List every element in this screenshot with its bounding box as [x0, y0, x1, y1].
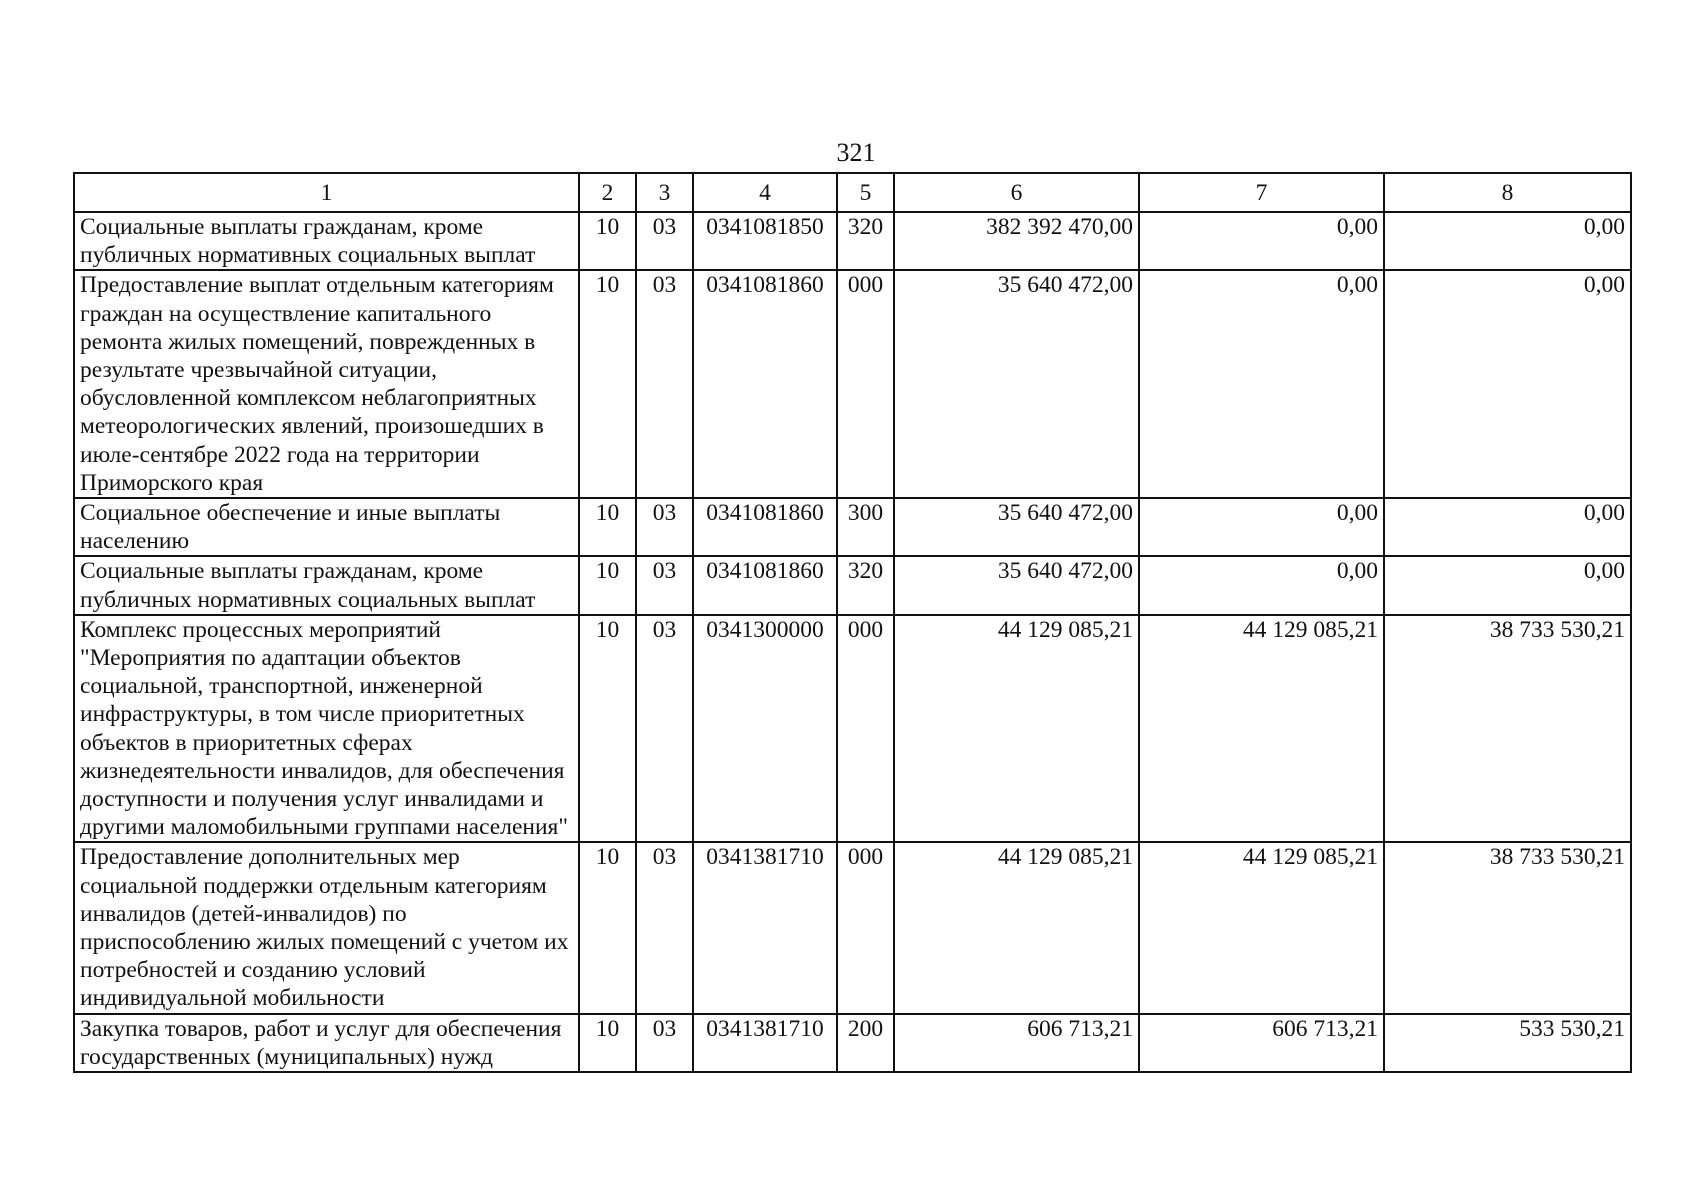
row-name: Социальные выплаты гражданам, кроме публичных нормативных социальных выплат — [74, 212, 579, 270]
row-name: Социальное обеспечение и иные выплаты населению — [74, 498, 579, 556]
column-header: 4 — [693, 173, 837, 212]
amount-col6: 44 129 085,21 — [894, 615, 1139, 843]
section-code: 10 — [579, 615, 636, 843]
subsection-code: 03 — [636, 498, 693, 556]
row-name: Закупка товаров, работ и услуг для обеспечения государственных (муниципальных) нужд — [74, 1014, 579, 1072]
table-row — [74, 212, 1631, 270]
target-article-code: 0341300000 — [693, 615, 837, 843]
expense-type-code: 000 — [837, 270, 894, 498]
column-header: 6 — [894, 173, 1139, 212]
table-row — [74, 1014, 1631, 1072]
amount-col8: 533 530,21 — [1384, 1014, 1631, 1072]
amount-col8: 0,00 — [1384, 556, 1631, 614]
amount-col8: 0,00 — [1384, 498, 1631, 556]
amount-col7: 0,00 — [1139, 212, 1384, 270]
amount-col8: 38 733 530,21 — [1384, 842, 1631, 1013]
section-code: 10 — [579, 842, 636, 1013]
table-row — [74, 498, 1631, 556]
expense-type-code: 000 — [837, 842, 894, 1013]
subsection-code: 03 — [636, 1014, 693, 1072]
amount-col7: 606 713,21 — [1139, 1014, 1384, 1072]
amount-col7: 0,00 — [1139, 556, 1384, 614]
subsection-code: 03 — [636, 212, 693, 270]
subsection-code: 03 — [636, 615, 693, 843]
target-article-code: 0341081860 — [693, 498, 837, 556]
expense-type-code: 320 — [837, 556, 894, 614]
row-name: Социальные выплаты гражданам, кроме публичных нормативных социальных выплат — [74, 556, 579, 614]
amount-col8: 0,00 — [1384, 270, 1631, 498]
amount-col8: 0,00 — [1384, 212, 1631, 270]
section-code: 10 — [579, 212, 636, 270]
expense-type-code: 300 — [837, 498, 894, 556]
section-code: 10 — [579, 556, 636, 614]
section-code: 10 — [579, 270, 636, 498]
amount-col6: 35 640 472,00 — [894, 498, 1139, 556]
target-article-code: 0341381710 — [693, 842, 837, 1013]
amount-col6: 382 392 470,00 — [894, 212, 1139, 270]
row-name: Предоставление выплат отдельным категориям граждан на осуществление капитального ремонта жилых помещений, поврежденных в результате чрезвычайной ситуации, обусловленной комплексом неблагоприятных метеорологических явлений, произошедших в июле-сентябре 2022 года на территории Приморского края — [74, 270, 579, 498]
column-header: 7 — [1139, 173, 1384, 212]
column-header: 1 — [74, 173, 579, 212]
amount-col6: 44 129 085,21 — [894, 842, 1139, 1013]
amount-col7: 44 129 085,21 — [1139, 615, 1384, 843]
section-code: 10 — [579, 498, 636, 556]
target-article-code: 0341081860 — [693, 556, 837, 614]
amount-col7: 0,00 — [1139, 498, 1384, 556]
table-row — [74, 842, 1631, 1013]
row-name: Комплекс процессных мероприятий "Мероприятия по адаптации объектов социальной, транспортной, инженерной инфраструктуры, в том числе приоритетных объектов в приоритетных сферах жизнедеятельности инвалидов, для обеспечения доступности и получения услуг инвалидами и другими маломобильными группами населения" — [74, 615, 579, 843]
column-header: 8 — [1384, 173, 1631, 212]
page-number: 321 — [836, 138, 876, 167]
expense-type-code: 320 — [837, 212, 894, 270]
target-article-code: 0341081860 — [693, 270, 837, 498]
row-name: Предоставление дополнительных мер социальной поддержки отдельным категориям инвалидов (детей-инвалидов) по приспособлению жилых помещений с учетом их потребностей и созданию условий индивидуальной мобильности — [74, 842, 579, 1013]
expense-type-code: 000 — [837, 615, 894, 843]
amount-col6: 35 640 472,00 — [894, 556, 1139, 614]
column-header: 5 — [837, 173, 894, 212]
amount-col7: 0,00 — [1139, 270, 1384, 498]
subsection-code: 03 — [636, 270, 693, 498]
table-row — [74, 270, 1631, 498]
header-row — [74, 173, 1631, 212]
amount-col6: 606 713,21 — [894, 1014, 1139, 1072]
column-header: 3 — [636, 173, 693, 212]
subsection-code: 03 — [636, 556, 693, 614]
section-code: 10 — [579, 1014, 636, 1072]
amount-col7: 44 129 085,21 — [1139, 842, 1384, 1013]
target-article-code: 0341381710 — [693, 1014, 837, 1072]
subsection-code: 03 — [636, 842, 693, 1013]
table-row — [74, 615, 1631, 843]
amount-col8: 38 733 530,21 — [1384, 615, 1631, 843]
amount-col6: 35 640 472,00 — [894, 270, 1139, 498]
target-article-code: 0341081850 — [693, 212, 837, 270]
expense-type-code: 200 — [837, 1014, 894, 1072]
table-row — [74, 556, 1631, 614]
column-header: 2 — [579, 173, 636, 212]
budget-table — [73, 172, 1632, 1073]
